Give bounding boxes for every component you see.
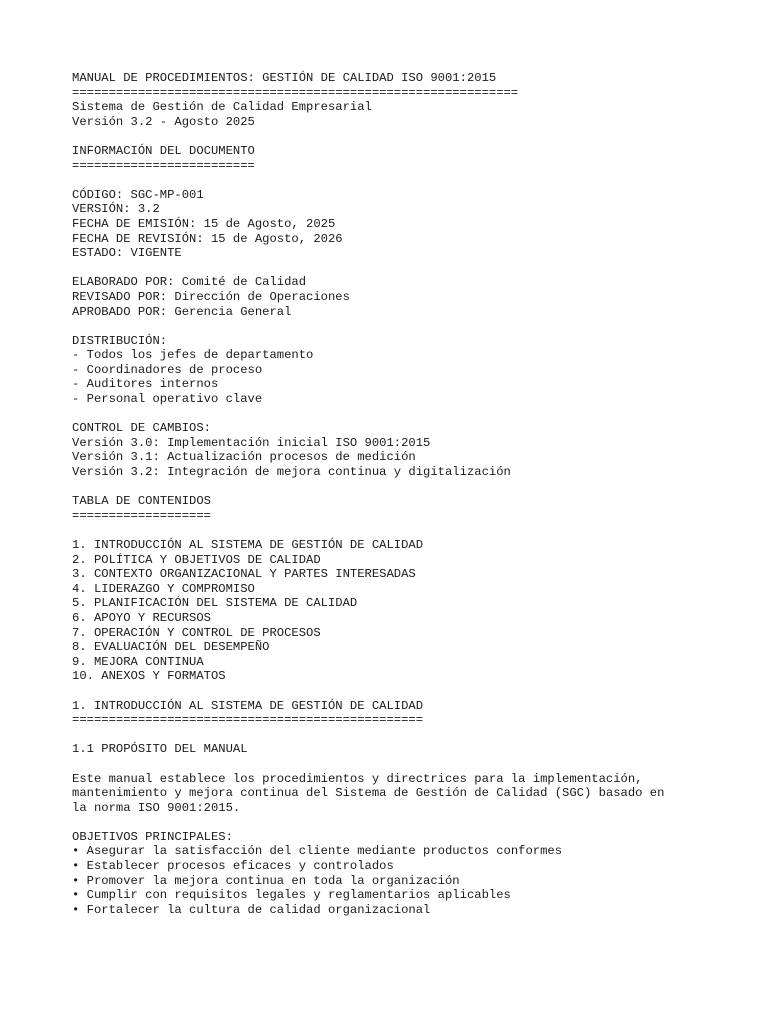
- doc-version: VERSIÓN: 3.2: [72, 202, 160, 217]
- section-1-1-heading: 1.1 PROPÓSITO DEL MANUAL: [72, 742, 248, 757]
- objetivos-heading: OBJETIVOS PRINCIPALES:: [72, 829, 233, 844]
- doc-revisado: REVISADO POR: Dirección de Operaciones: [72, 289, 350, 304]
- toc-heading: TABLA DE CONTENIDOS: [72, 494, 211, 509]
- control-cambios-item: Versión 3.1: Actualización procesos de medición: [72, 450, 416, 465]
- section-1-rule: ================================================: [72, 713, 424, 728]
- toc-item: 1. INTRODUCCIÓN AL SISTEMA DE GESTIÓN DE CALIDAD: [72, 538, 424, 552]
- section-1-heading: 1. INTRODUCCIÓN AL SISTEMA DE GESTIÓN DE CALIDAD: [72, 698, 424, 713]
- document-subtitle: Sistema de Gestión de Calidad Empresarial: [72, 100, 372, 115]
- document-page: [72, 71, 752, 917]
- toc-item: 3. CONTEXTO ORGANIZACIONAL Y PARTES INTERESADAS: [72, 567, 416, 582]
- section-1-paragraph-line: mantenimiento y mejora continua del Sistema de Gestión de Calidad (SGC) basado en: [72, 786, 665, 801]
- document-version-line: Versión 3.2 - Agosto 2025: [72, 114, 255, 129]
- toc-item: 2. POLÍTICA Y OBJETIVOS DE CALIDAD: [72, 552, 321, 567]
- doc-aprobado: APROBADO POR: Gerencia General: [72, 304, 292, 319]
- objetivo-item: • Establecer procesos eficaces y controlados: [72, 859, 394, 874]
- distribucion-item: - Coordinadores de proceso: [72, 362, 263, 377]
- objetivo-item: • Asegurar la satisfacción del cliente mediante productos conformes: [72, 844, 563, 859]
- doc-elaborado: ELABORADO POR: Comité de Calidad: [72, 275, 307, 290]
- doc-fecha-revision: FECHA DE REVISIÓN: 15 de Agosto, 2026: [72, 231, 343, 246]
- title-rule: =============================================================: [72, 85, 519, 100]
- objetivo-item: • Cumplir con requisitos legales y reglamentarios aplicables: [72, 888, 511, 903]
- distribucion-heading: DISTRIBUCIÓN:: [72, 333, 168, 348]
- doc-info-heading: INFORMACIÓN DEL DOCUMENTO: [72, 143, 255, 158]
- toc-item: 7. OPERACIÓN Y CONTROL DE PROCESOS: [72, 625, 321, 640]
- objetivo-item: • Fortalecer la cultura de calidad organizacional: [72, 902, 431, 917]
- toc-item: 5. PLANIFICACIÓN DEL SISTEMA DE CALIDAD: [72, 596, 358, 611]
- doc-codigo: CÓDIGO: SGC-MP-001: [72, 187, 204, 202]
- doc-info-rule: =========================: [72, 158, 255, 173]
- doc-fecha-emision: FECHA DE EMISIÓN: 15 de Agosto, 2025: [72, 216, 336, 231]
- distribucion-item: - Personal operativo clave: [72, 392, 263, 407]
- doc-estado: ESTADO: VIGENTE: [72, 246, 182, 261]
- control-cambios-item: Versión 3.2: Integración de mejora continua y digitalización: [72, 465, 511, 480]
- document-title: MANUAL DE PROCEDIMIENTOS: GESTIÓN DE CALIDAD ISO 9001:2015: [72, 71, 497, 85]
- toc-item: 8. EVALUACIÓN DEL DESEMPEÑO: [72, 640, 270, 655]
- section-1-paragraph-line: Este manual establece los procedimientos y directrices para la implementación,: [72, 771, 643, 786]
- section-1-paragraph-line: la norma ISO 9001:2015.: [72, 800, 241, 815]
- objetivo-item: • Promover la mejora continua en toda la organización: [72, 873, 460, 888]
- toc-item: 9. MEJORA CONTINUA: [72, 654, 204, 669]
- control-cambios-heading: CONTROL DE CAMBIOS:: [72, 421, 211, 436]
- distribucion-item: - Auditores internos: [72, 377, 219, 392]
- distribucion-item: - Todos los jefes de departamento: [72, 348, 314, 363]
- toc-rule: ===================: [72, 508, 211, 523]
- toc-item: 10. ANEXOS Y FORMATOS: [72, 669, 226, 684]
- control-cambios-item: Versión 3.0: Implementación inicial ISO 9001:2015: [72, 435, 431, 450]
- toc-item: 6. APOYO Y RECURSOS: [72, 610, 211, 625]
- toc-item: 4. LIDERAZGO Y COMPROMISO: [72, 581, 255, 596]
